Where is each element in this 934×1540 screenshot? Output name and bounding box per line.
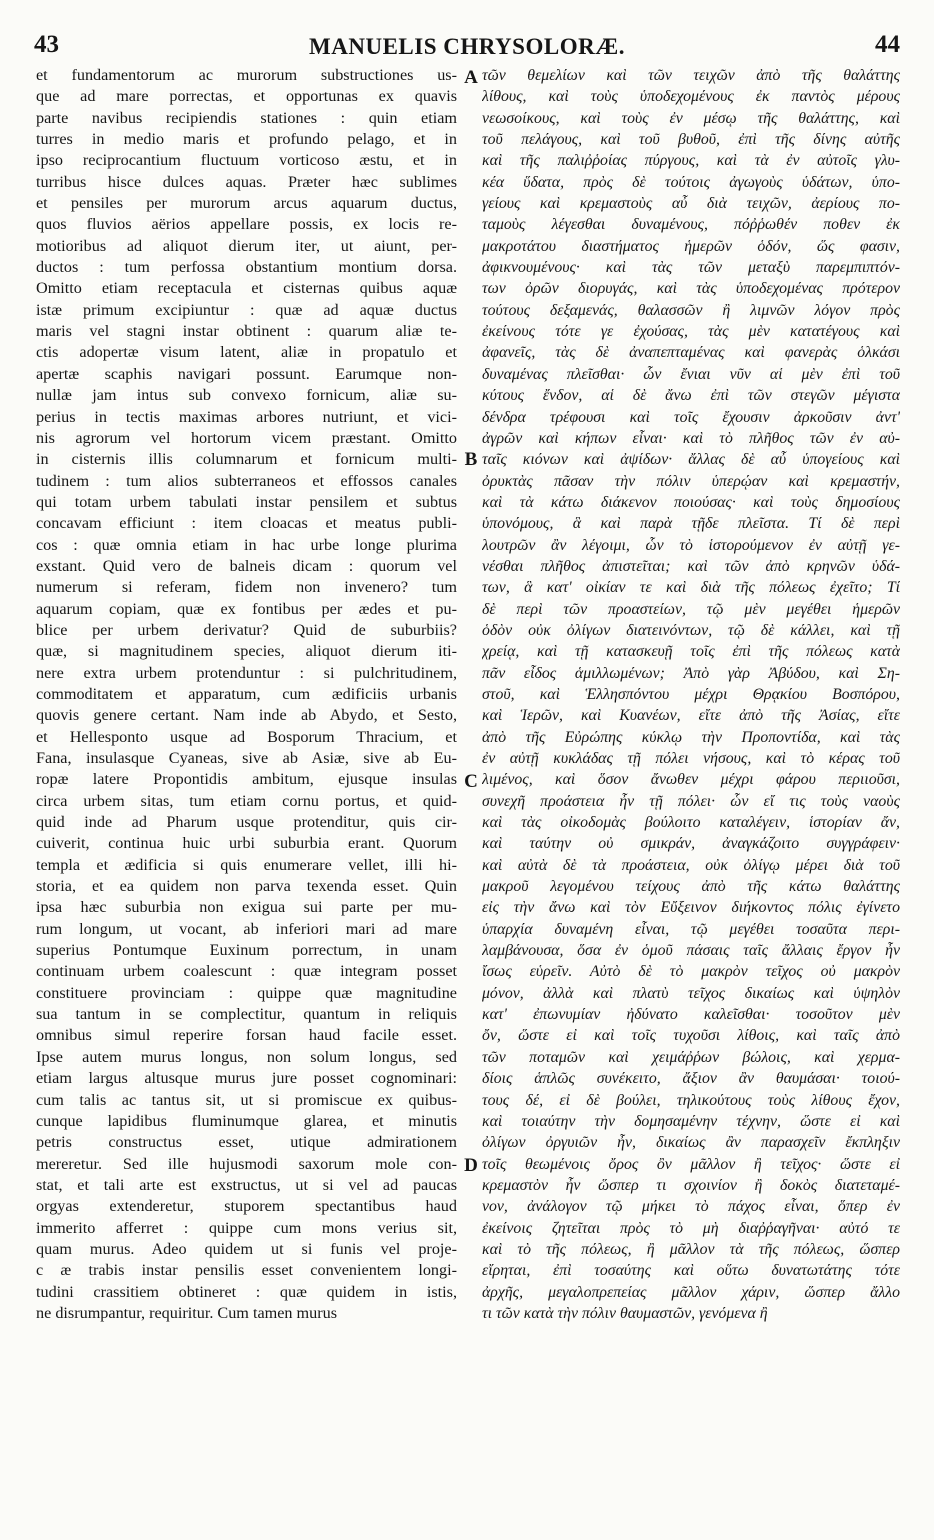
greek-text-line: καὶ Ἱερῶν, καὶ Κυανέων, εἴτε ἀπὸ τῆς Ἀσίας, εἴτε — [482, 707, 900, 725]
latin-text-line: quovis genere certant. Nam inde ab Abydo, et Sesto, — [36, 706, 457, 725]
greek-text-line: δὲ περὶ τῶν προαστείων, τῷ μὲν μεγέθει ἡμερῶν — [482, 600, 900, 618]
latin-text-line: quos fluvios aërios appellare possis, ex locis re- — [36, 215, 457, 234]
latin-text-line: immerito afferret : quippe cum mons verius sit, — [36, 1218, 457, 1237]
latin-text-line: et Hellesponto usque ad Bosporum Thracium, et — [36, 727, 457, 746]
greek-text-line: μόνον, ἀλλὰ καὶ πλατὺ τεῖχος δικαίως καὶ ὑψηλὸν — [482, 984, 900, 1002]
latin-text-line: etiam largus altusque murus jure posset cognominari: — [36, 1069, 457, 1088]
greek-text-line: ὁδὸν οὐκ ὀλίγων διατεινόντων, τῷ δὲ κάλλει, καὶ τῇ — [482, 621, 900, 639]
greek-text-line: καὶ τῆς παλιῤῥοίας πύργους, καὶ τὰ ἐν αὐτοῖς γλυ- — [482, 152, 900, 170]
greek-text-line: ἐκείνοις ζητεῖται πρὸς τὸ μὴ διαῤῥαγῆναι· αὐτό τε — [482, 1219, 900, 1237]
latin-text-line: et fundamentorum ac murorum substructiones us- — [36, 66, 457, 84]
latin-text-line: ductos : tum perfossa obstantium montium dorsa. — [36, 258, 457, 277]
greek-text-line: τι τῶν κατὰ τὴν πόλιν θαυμαστῶν, γενόμενα ἢ — [482, 1304, 768, 1322]
latin-text-line: quæ, si magnitudinem species, aliquot dierum iti- — [36, 642, 457, 661]
greek-text-line: τους δέ, εἰ δὲ βούλει, τηλικούτους τοὺς λίθους ἔχον, — [482, 1091, 900, 1109]
greek-text-line: εἰς τὴν ἄνω καὶ τὸν Εὔξεινον διήκοντος πόλις ἐγίνετο — [482, 899, 900, 917]
greek-text-line: καὶ ταύτην οὐ σμικράν, ἀναγκάζοιτο συγγράφειν· — [482, 835, 900, 853]
page-number-left: 43 — [34, 31, 59, 58]
greek-text-line: ἀφικνουμένους· καὶ τὰς τῶν μεταξὺ παρεμπιπτόν- — [482, 259, 900, 277]
section-marker-a: A — [464, 67, 478, 88]
section-marker-b: B — [464, 449, 478, 470]
latin-text-line: quid inde ad Pharum usque protenditur, quis cir- — [36, 813, 457, 832]
latin-text-line: stat, et tali arte est exstructus, ut si vel ad paucas — [36, 1175, 457, 1194]
greek-text-line: ὀλίγων ὀργυιῶν ἦν, δικαίως ἂν παρασχεῖν ἔκπληξιν — [482, 1134, 900, 1152]
greek-text-line: κατ' ἐπωνυμίαν ἠδύνατο καλεῖσθαι· τοσοῦτον μὲν — [482, 1006, 900, 1024]
latin-text-line: concavam efficiunt : item cloacas et meatus publi- — [36, 514, 457, 533]
latin-text-line: qui totam urbem tabulati instar pensilem et subtus — [36, 492, 457, 511]
running-title: MANUELIS CHRYSOLORÆ. — [309, 34, 625, 59]
greek-text-line: γείους καὶ κρεμαστοὺς αὖ διὰ τειχῶν, ἀερίους πο- — [482, 195, 900, 213]
greek-text-line: λαμβάνουσα, ὅσα ἐν ὁμοῦ πάσαις ταῖς ἄλλαις ἔργον ἦν — [482, 942, 900, 960]
latin-text-line: exstant. Quid vero de balneis dicam : quorum vel — [36, 556, 457, 575]
latin-text-line: numerum si referam, fidem non invenero? tum — [36, 578, 457, 597]
latin-text-line: motioribus ad aliquot dierum iter, ut aiunt, per- — [36, 236, 457, 255]
greek-text-line: στοῦ, καὶ Ἑλλησπόντου μέχρι Θρᾳκίου Βοσπόρου, — [482, 685, 900, 703]
greek-text-line: τῶν ποταμῶν καὶ χειμάῤῥων βώλοις, καὶ χερμα- — [482, 1048, 900, 1066]
latin-text-line: omnibus simul reperire forsan haud facile esset. — [36, 1026, 457, 1045]
latin-text-line: Omitto etiam receptacula et cisternas quibus aquæ — [36, 279, 457, 298]
greek-text-line: συνεχῆ προάστεια ἦν τῇ πόλει· ὧν εἴ τις τοὺς ναοὺς — [482, 792, 900, 810]
latin-text-line: in cisternis illis columnarum et fornicum multi- — [36, 450, 457, 469]
latin-text-line: maris vel stagni instar obtinent : quarum aliæ te- — [36, 322, 457, 341]
latin-text-line: cum talis ac tantus sit, ut si promiscue ex quibus- — [36, 1090, 457, 1109]
greek-text-line: εἴρηται, ἐπὶ τοσαύτης καὶ οὕτω δυνατωτάτης τότε — [482, 1262, 900, 1280]
greek-text-line: ταμοὺς λέγεσθαι δυναμένους, πόῤῥωθέν ποθεν ἐκ — [482, 216, 900, 234]
greek-text-line: ἐν αὐτῇ κυκλάδας τῇ πόλει νήσους, καὶ τὸ κέρας τοῦ — [482, 750, 900, 767]
section-marker-c: C — [464, 771, 478, 792]
greek-text-line: τούτους δεξαμενάς, θαλασσῶν ἢ λιμνῶν λόγον πρὸς — [482, 301, 900, 319]
page-header — [34, 30, 900, 66]
latin-text-line: c æ trabis instar pensilis esset convenientem longi- — [36, 1261, 457, 1280]
latin-text-line: rum longum, ut vocant, ab inferiori mari ad mare — [36, 919, 457, 938]
greek-text-line: των ὀρῶν διορυγάς, καὶ τὰς ὑποδεχομένας πρότερον — [482, 280, 900, 298]
latin-text-line: petris constructus esset, utique admirationem — [36, 1133, 457, 1152]
greek-text-line: ἴσως εὑρεῖν. Αὐτὸ δὲ τὸ μακρὸν τεῖχος οὐ μακρὸν — [482, 963, 900, 981]
latin-text-line: nere extra urbem protenduntur : si pulchritudinem, — [36, 663, 457, 682]
latin-text-line: et pensiles per murorum arcus aquarum ductus, — [36, 194, 457, 213]
latin-text-line: ipsa hæc suburbia non exigua sui parte per mu- — [36, 898, 457, 917]
greek-text-line: δένδρα τρέφουσι καὶ τοῖς ἔχουσιν ἀρκοῦσιν ἀντ' — [482, 408, 900, 426]
greek-text-line: ὑπαρχία δυναμένη εἶναι, τῷ μεγέθει τοσαῦτα περι- — [482, 920, 900, 938]
greek-text-line: κέα ὕδατα, πρὸς δὲ τούτοις ἀγωγοὺς ὑδάτων, ὑπο- — [482, 173, 900, 191]
latin-text-line: storia, et ea quidem non parva texenda esset. Quin — [36, 877, 457, 896]
greek-text-line: μακροτάτου διαστήματος ἡμερῶν ὁδόν, ὥς φασιν, — [482, 237, 900, 255]
greek-text-line: ὀρυκτὰς πᾶσαν τὴν πόλιν ὑπερῴαν καὶ κρεμαστήν, — [482, 472, 900, 490]
greek-text-line: χρείᾳ, καὶ τῇ κατασκευῇ τοῖς ἐπὶ τῆς πόλεως κατὰ — [482, 643, 900, 661]
latin-text-line: continuam urbem coalescunt : quæ integram posset — [36, 962, 457, 981]
latin-text-line: istæ primum excipiuntur : quæ ad aquæ ductus — [36, 300, 457, 319]
greek-text-line: ἀπὸ τῆς Εὐρώπης κύκλῳ τὴν Προποντίδα, καὶ τὰς — [482, 728, 900, 746]
latin-text-line: ne disrumpantur, requiritur. Cum tamen murus — [36, 1303, 338, 1322]
latin-text-line: cuiverit, continua huic urbi suburbia erant. Quorum — [36, 834, 457, 853]
latin-text-line: mereretur. Sed ille hujusmodi saxorum mole con- — [36, 1154, 457, 1173]
latin-text-line: quam murus. Adeo quidem ut si funis vel proje- — [36, 1239, 457, 1258]
latin-text-line: ropæ latere Propontidis ambitum, ejusque insulas — [36, 770, 457, 789]
greek-text-line: λουτρῶν ἂν λέγοιμι, ὧν τὸ ἱστορούμενον ἐν αὐτῇ γε- — [482, 536, 900, 554]
greek-text-line: δίοις ἁπλῶς συνέκειτο, ἄξιον ἂν θαυμάσαι· τοιού- — [482, 1070, 900, 1088]
greek-text-line: λιμένος, καὶ ὅσον ἄνωθεν μέχρι φάρου περιιοῦσι, — [482, 771, 900, 789]
greek-text-line: καὶ αὐτὰ δὲ τὰ προάστεια, οὐκ ὀλίγῳ μέρει διὰ τοῦ — [482, 856, 900, 874]
latin-text-line: perius in tectis maximas arbores nutriunt, et vici- — [36, 407, 457, 426]
greek-text-line: κρεμαστὸν ἦν ὥσπερ τι σχοινίον ἢ δοκὸς διατεταμέ- — [482, 1176, 900, 1194]
latin-text-line: turribus hisce dulces aquas. Præter hæc sublimes — [36, 172, 457, 191]
latin-text-line: orgyas extenderetur, stuporem spectantibus haud — [36, 1197, 457, 1216]
greek-text-line: καὶ τὸ τῆς πόλεως, ἢ μᾶλλον τὰ τῆς πόλεως, ὥσπερ — [482, 1240, 900, 1258]
latin-text-line: commoditatem et apparatum, cum ædificiis urbanis — [36, 684, 457, 703]
page-number-right: 44 — [875, 31, 900, 58]
latin-text-line: templa et ædificia si quis enumerare vellet, illi hi- — [36, 855, 457, 874]
latin-text-line: tudini crassitiem obtineret : quæ quidem in istis, — [36, 1282, 457, 1301]
latin-text-line: blice per urbem derivatur? Quid de suburbiis? — [36, 620, 457, 639]
latin-text-line: constituere provinciam : quippe quæ magnitudine — [36, 983, 457, 1002]
latin-text-line: ipso reciprocantium fluctuum vorticoso æstu, et in — [36, 151, 457, 170]
latin-text-line: Ipse autem murus longus, non solum longus, sed — [36, 1047, 457, 1066]
greek-text-line: καὶ τὰ κάτω διάκενον ποιούσας· καὶ τοὺς δημοσίους — [482, 493, 900, 511]
latin-text-line: que ad mare porrectas, et opportunas ex quavis — [36, 87, 457, 106]
greek-text-line: μακροῦ λεγομένου τείχους ἀπὸ τῆς κάτω θαλάττης — [482, 878, 900, 896]
latin-column — [36, 65, 457, 1324]
greek-text-line: ταῖς κιόνων καὶ ἀψίδων· ἄλλας δὲ αὖ ὑπογείους καὶ — [482, 451, 900, 469]
greek-text-line: ὄν, ὥστε εἰ καὶ τοῖς τυχοῦσι λίθοις, καὶ ταῖς ἀπὸ — [482, 1027, 900, 1045]
latin-text-line: cunque lapidibus fluminumque glarea, et minutis — [36, 1111, 457, 1130]
latin-text-line: parte navibus recipiendis stationes : quin etiam — [36, 108, 457, 127]
greek-text-line: ὑπονόμους, ἃ καὶ παρὰ τῇδε πλεῖστα. Τί δὲ περὶ — [482, 515, 900, 533]
latin-text-line: aquarum copiam, quæ ex fontibus per ædes et pu- — [36, 599, 457, 618]
greek-text-line: λίθους, καὶ τοὺς ὑποδεχομένους ἐκ παντὸς μέρους — [482, 88, 900, 106]
greek-text-line: δυναμένας πλεῖσθαι· ὧν ἔνιαι νῦν αἱ μὲν ἐπὶ τοῦ — [482, 365, 900, 383]
greek-text-line: κύτους ἔνδον, αἱ δὲ ἄνω ἐπὶ τῶν στεγῶν μέγιστα — [482, 387, 900, 405]
greek-column — [482, 65, 900, 1324]
greek-text-line: ἀφανεῖς, τὰς δὲ ἀναπεπταμένας καὶ φανερὰς ὁλκάσι — [482, 344, 900, 362]
latin-text-line: ctis adopertæ visum latent, aliæ in propatulo et — [36, 343, 457, 362]
section-marker-d: D — [464, 1155, 478, 1176]
latin-text-line: turres in medio maris et profundo pelago, et in — [36, 130, 457, 149]
greek-text-line: των, ἃ κατ' οἰκίαν τε καὶ διὰ τῆς πόλεως ἐχεῖτο; Τί — [482, 579, 900, 597]
latin-text-line: tudinem : tum alios subterraneos et effossos canales — [36, 471, 457, 490]
greek-text-line: ἀγρῶν καὶ κήπων εἶναι· καὶ τὸ πλῆθος τῶν ἐν αὐ- — [482, 429, 900, 447]
latin-text-line: circa urbem sitas, tum etiam cornu portus, et quid- — [36, 791, 457, 810]
latin-text-line: apertæ scaphis navigari possunt. Earumque non- — [36, 364, 457, 383]
greek-text-line: πᾶν εἶδος ἁμιλλωμένων; Ἀπὸ γὰρ Ἀβύδου, καὶ Ση- — [482, 664, 900, 682]
greek-text-line: νέσθαι πλῆθος ἀπιστεῖται; καὶ τῶν ἀπὸ κρηνῶν ὑδά- — [482, 557, 900, 575]
greek-text-line: νεωσοίκους, καὶ τοὺς ἐν μέσῳ τῆς θαλάττης, καὶ — [482, 109, 900, 127]
greek-text-line: νον, ἀνάλογον τῷ μήκει τὸ πάχος εἶναι, ὅπερ ἐν — [482, 1198, 900, 1216]
latin-text-line: cos : quæ omnia etiam in hac urbe longe plurima — [36, 535, 457, 554]
latin-text-line: Fana, insulasque Cyaneas, sive ab Asiæ, sive ab Eu- — [36, 749, 457, 767]
greek-text-line: τοῦ πελάγους, καὶ τοῦ βυθοῦ, ἐπὶ τῆς δίνης αὐτῆς — [482, 131, 900, 149]
greek-text-line: καὶ τὰς οἰκοδομὰς βούλοιτο καταλέγειν, ἱστορίαν ἄν, — [482, 814, 900, 832]
latin-text-line: sua tantum in se complectitur, quantum in reliquis — [36, 1005, 457, 1024]
greek-text-line: τοῖς θεωμένοις ὄρος ὂν μᾶλλον ἢ τεῖχος· ὥστε εἰ — [482, 1155, 900, 1173]
latin-text-line: superius Pontumque Euxinum porrectum, in unam — [36, 941, 457, 960]
latin-text-line: nis agrorum vel hortorum vicem præstant. Omitto — [36, 428, 457, 447]
latin-text-line: nullæ jam intus sub convexo fornicum, aliæ su- — [36, 386, 457, 405]
greek-text-line: καὶ τοιαύτην τὴν δομησαμένην τέχνην, ὥστε εἰ καὶ — [482, 1112, 900, 1130]
greek-text-line: ἐκείνους τότε γε ἐχούσας, τὰς μὲν κατατέγους καὶ — [482, 323, 900, 341]
greek-text-line: ἀρχῆς, μεγαλοπρεπείας μᾶλλον χάριν, ὥσπερ ἄλλο — [482, 1283, 900, 1301]
greek-text-line: τῶν θεμελίων καὶ τῶν τειχῶν ἀπὸ τῆς θαλάττης — [482, 67, 900, 84]
